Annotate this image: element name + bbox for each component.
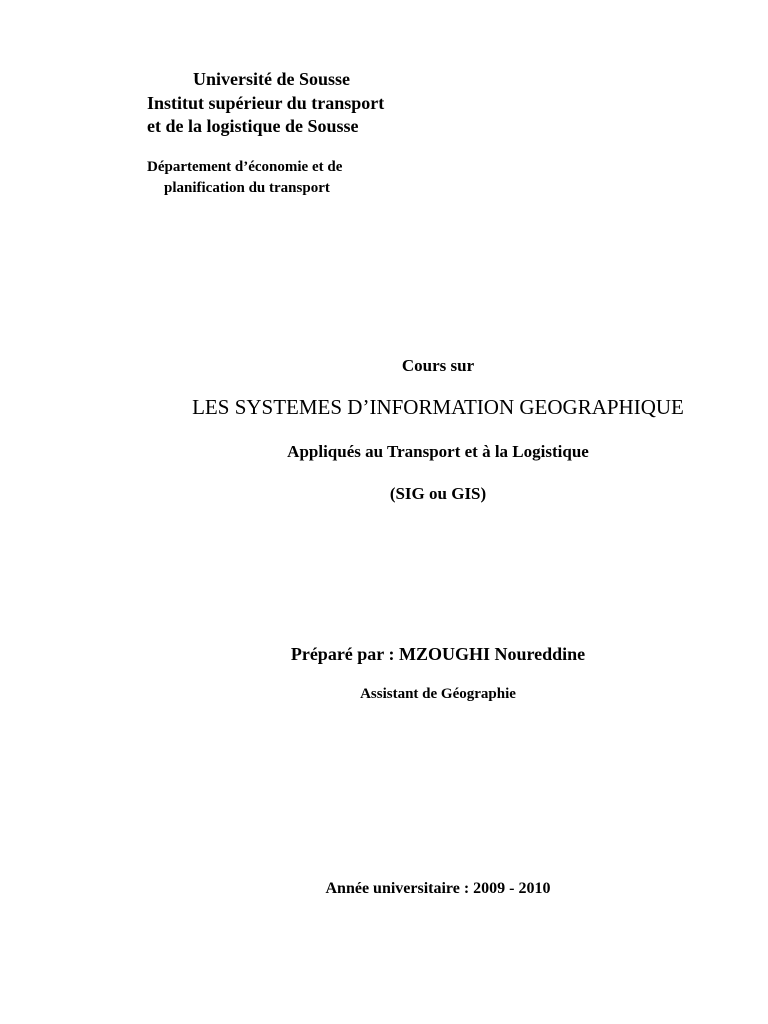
- department-name-line-2: planification du transport: [164, 180, 330, 196]
- university-name: Université de Sousse: [193, 69, 350, 89]
- course-subtitle: Appliqués au Transport et à la Logistique: [287, 442, 589, 461]
- academic-year: Année universitaire : 2009 - 2010: [325, 880, 551, 897]
- course-title: LES SYSTEMES D’INFORMATION GEOGRAPHIQUE: [192, 395, 684, 419]
- course-abbreviation: (SIG ou GIS): [389, 484, 487, 503]
- course-intro: Cours sur: [401, 356, 475, 375]
- author-line: Préparé par : MZOUGHI Noureddine: [290, 644, 586, 664]
- department-name-line-1: Département d’économie et de: [147, 159, 343, 175]
- author-role: Assistant de Géographie: [360, 686, 516, 702]
- institute-name-line-2: et de la logistique de Sousse: [147, 116, 359, 136]
- institute-name-line-1: Institut supérieur du transport: [147, 93, 385, 113]
